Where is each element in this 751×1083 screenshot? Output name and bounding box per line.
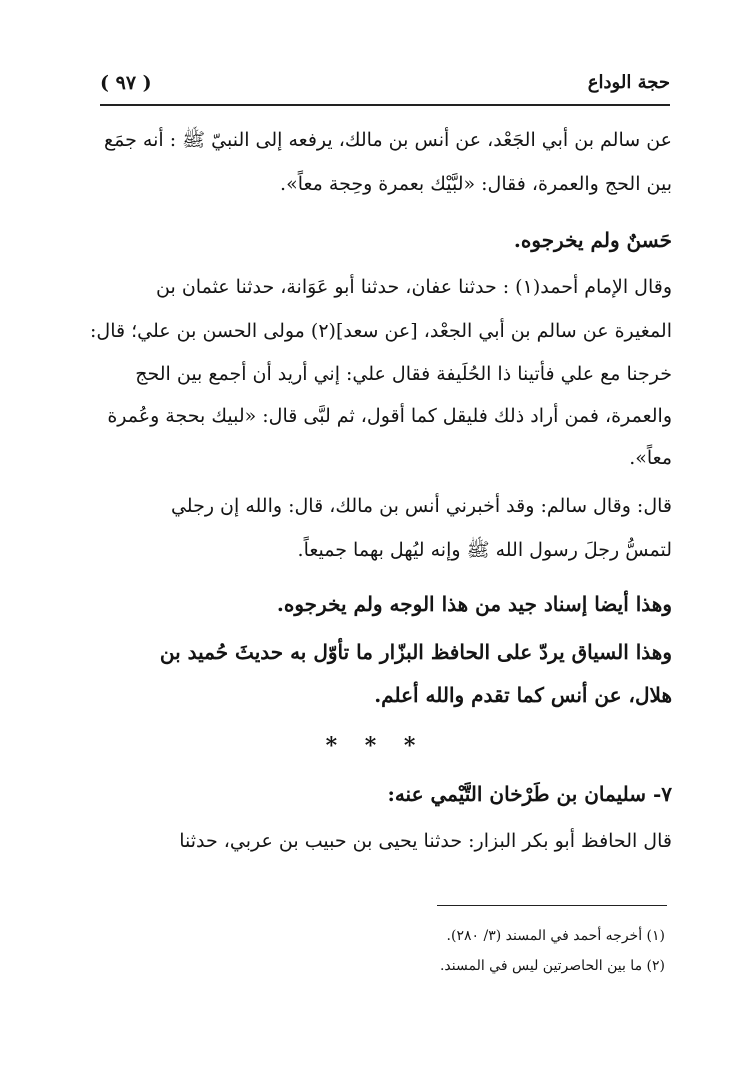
section-separator: * * * xyxy=(325,733,426,759)
footnote: (١) أخرجه أحمد في المسند (٣/ ٢٨٠). xyxy=(446,928,665,944)
footnote: (٢) ما بين الحاصرتين ليس في المسند. xyxy=(439,958,665,974)
text-line: وقال الإمام أحمد(١) : حدثنا عفان، حدثنا أبو عَوَانة، حدثنا عثمان بن xyxy=(156,276,672,298)
footnote-rule xyxy=(437,905,667,906)
text-line: لتمسُّ رجلَ رسول الله ﷺ وإنه ليُهل بهما جميعاً. xyxy=(297,539,672,561)
text-line: وهذا أيضا إسناد جيد من هذا الوجه ولم يخرجوه. xyxy=(276,592,672,616)
text-line: قال الحافظ أبو بكر البزار: حدثنا يحيى بن حبيب بن عربي، حدثنا xyxy=(179,830,672,852)
running-title: حجة الوداع xyxy=(587,72,670,93)
text-line: خرجنا مع علي فأتينا ذا الحُلَيفة فقال علي: إني أريد أن أجمع بين الحج xyxy=(135,363,672,385)
text-line: وهذا السياق يردّ على الحافظ البزّار ما تأوّل به حديثَ حُميد بن xyxy=(159,640,672,664)
text-line: المغيرة عن سالم بن أبي الجعْد، [عن سعد](٢) مولى الحسن بن علي؛ قال: xyxy=(90,320,672,342)
text-line: قال: وقال سالم: وقد أخبرني أنس بن مالك، قال: والله إن رجلي xyxy=(170,495,672,517)
text-line: والعمرة، فمن أراد ذلك فليقل كما أقول، ثم لبَّى قال: «لبيك بحجة وعُمرة xyxy=(107,405,672,427)
text-line: هلال، عن أنس كما تقدم والله أعلم. xyxy=(374,683,672,707)
text-line: معاً». xyxy=(629,447,672,469)
text-line: عن سالم بن أبي الجَعْد، عن أنس بن مالك، يرفعه إلى النبيّ ﷺ : أنه جمَع xyxy=(104,129,672,151)
body-text xyxy=(90,0,672,900)
section-heading: ٧- سليمان بن طَرْخان التَّيْمي عنه: xyxy=(387,782,672,806)
text-line: حَسنٌ ولم يخرجوه. xyxy=(513,228,672,252)
text-line: بين الحج والعمرة، فقال: «لبَّيْك بعمرة وحِجة معاً». xyxy=(280,173,672,195)
page-number: ( ٩٧ ) xyxy=(100,72,152,94)
